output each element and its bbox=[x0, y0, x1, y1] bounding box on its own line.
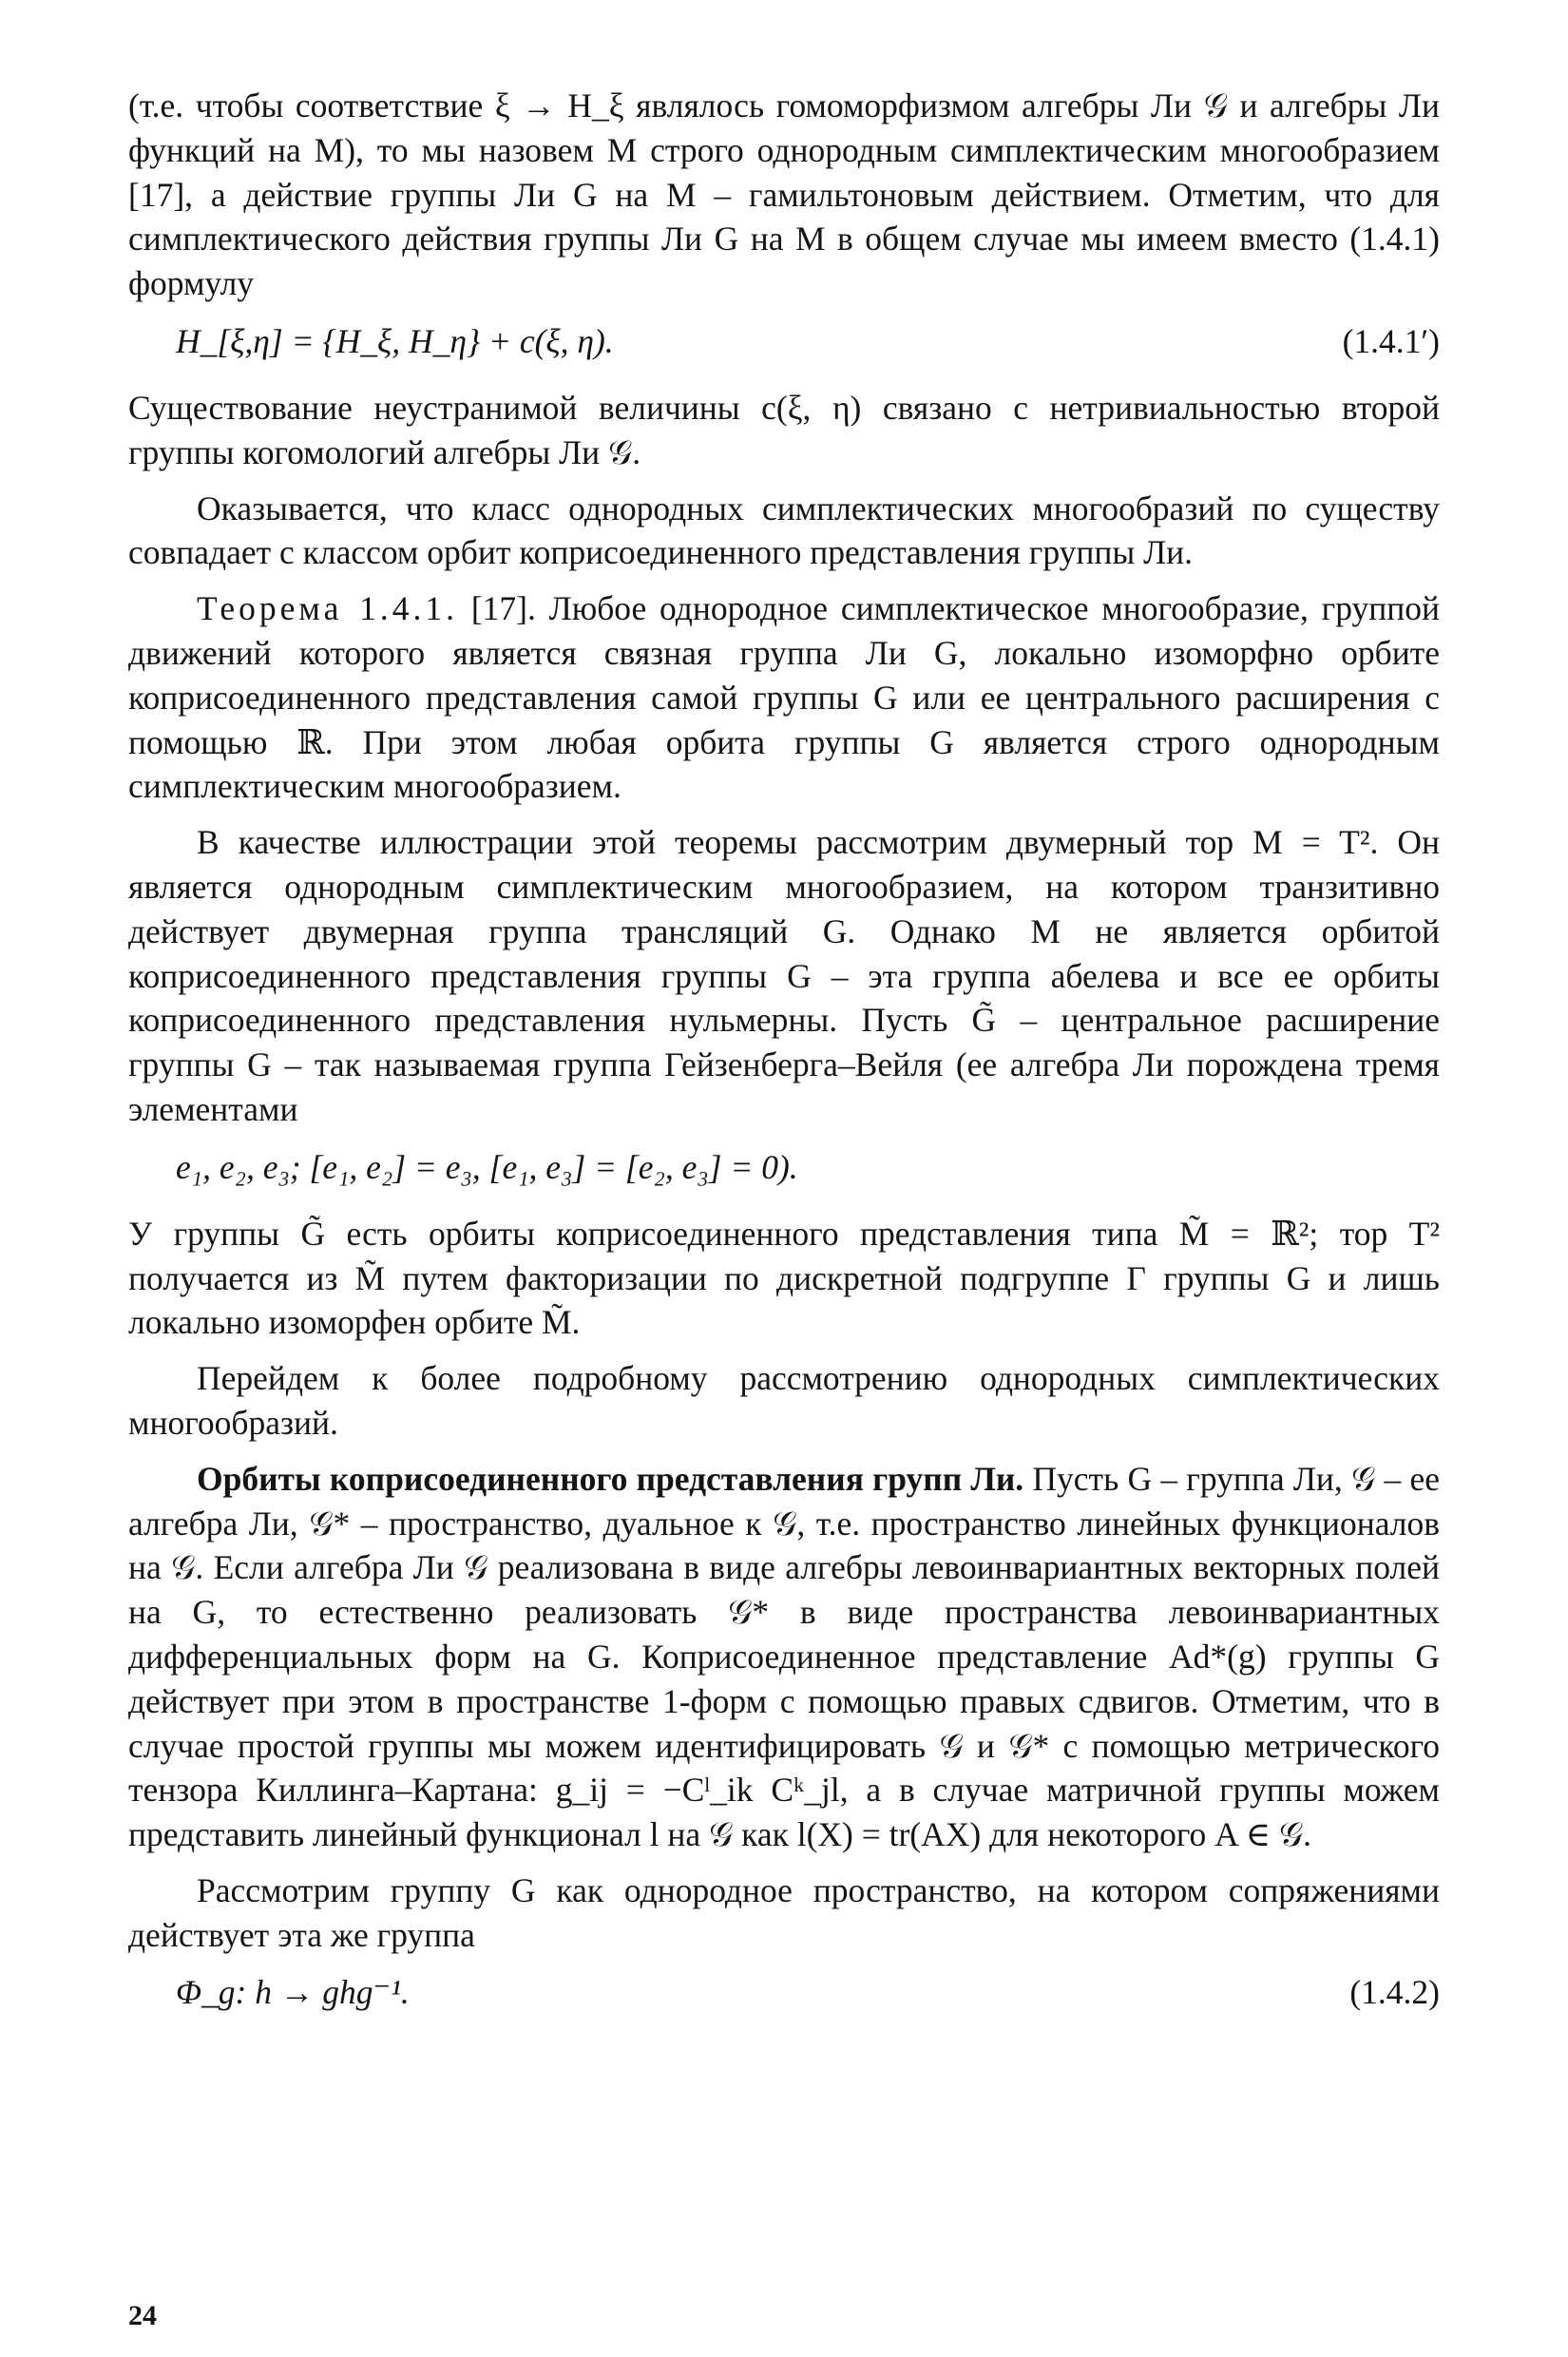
equation-formula: H_[ξ,η] = {H_ξ, H_η} + c(ξ, η). bbox=[176, 321, 614, 360]
equation-1-4-2 bbox=[128, 1968, 1440, 2022]
section-heading: Орбиты коприсоединенного представления групп Ли. bbox=[197, 1459, 1024, 1498]
theorem-text: [17]. Любое однородное симплектическое многообразие, группой движений которого является связная группа Ли G, локально изоморфно орбите коприсоединенного представления самой группы G или ее центрального расширения с помощью ℝ. При этом любая орбита группы G является строго однородным симплектическим многообразием. bbox=[128, 589, 1441, 806]
section-coadjoint-orbits bbox=[128, 1457, 1440, 1857]
page-text bbox=[128, 84, 1440, 2022]
equation-number: (1.4.2) bbox=[1349, 1973, 1440, 2012]
section-text: Пусть G – группа Ли, 𝒢 – ее алгебра Ли, 𝒢* – пространство, дуальное к 𝒢, т.е. пространство линейных функционалов на 𝒢. Если алгебра Ли 𝒢 реализована в виде алгебры левоинвариантных векторных полей на G, то естественно реализовать 𝒢* в виде пространства левоинвариантных дифференциальных форм на G. Коприсоединенное представление Ad*(g) группы G действует при этом в пространстве 1-форм с помощью правых сдвигов. Отметим, что в случае простой группы мы можем идентифицировать 𝒢 и 𝒢* с помощью метрического тензора Киллинга–Картана: g_ij = −Cˡ_ik Cᵏ_jl, а в случае матричной группы можем представить линейный функционал l на 𝒢 как l(X) = tr(AX) для некоторого A ∈ 𝒢. bbox=[128, 1459, 1440, 1854]
paragraph-9: Рассмотрим группу G как однородное пространство, на котором сопряжениями действует эта же группа bbox=[128, 1870, 1440, 1954]
theorem-label: Теорема 1.4.1. bbox=[197, 589, 458, 628]
page-number: 24 bbox=[128, 2300, 157, 2331]
paragraph-7: Перейдем к более подробному рассмотрению однородных симплектических многообразий. bbox=[128, 1359, 1440, 1442]
theorem-1-4-1 bbox=[128, 586, 1440, 809]
equation-1-4-1-prime bbox=[128, 317, 1440, 371]
paragraph-3: Оказывается, что класс однородных симплектических многообразий по существу совпадает с классом орбит коприсоединенного представления группы Ли. bbox=[128, 489, 1440, 572]
equation-heisenberg-algebra bbox=[128, 1143, 1440, 1197]
paragraph-5: В качестве иллюстрации этой теоремы рассмотрим двумерный тор M = T². Он является однородным симплектическим многообразием, на котором транзитивно действует двумерная группа трансляций G. Однако M не является орбитой коприсоединенного представления группы G – эта группа абелева и все ее орбиты коприсоединенного представления нульмерны. Пусть G̃ – центральное расширение группы G – так называемая группа Гейзенберга–Вейля (ее алгебра Ли порождена тремя элементами bbox=[128, 823, 1440, 1128]
paragraph-1: (т.е. чтобы соответствие ξ → H_ξ являлось гомоморфизмом алгебры Ли 𝒢 и алгебры Ли функций на M), то мы назовем M строго однородным симплектическим многообразием [17], а действие группы Ли G на M – гамильтоновым действием. Отметим, что для симплектического действия группы Ли G на M в общем случае мы имеем вместо (1.4.1) формулу bbox=[128, 86, 1440, 303]
paragraph-2: Существование неустранимой величины c(ξ, η) связано с нетривиальностью второй группы когомологий алгебры Ли 𝒢. bbox=[128, 388, 1440, 471]
equation-formula: e₁, e₂, e₃; [e₁, e₂] = e₃, [e₁, e₃] = [e₂, e₃] = 0). bbox=[176, 1147, 798, 1186]
paragraph-6: У группы G̃ есть орбиты коприсоединенного представления типа M̃ = ℝ²; тор T² получается из M̃ путем факторизации по дискретной подгруппе Γ группы G и лишь локально изоморфен орбите M̃. bbox=[128, 1214, 1440, 1342]
equation-formula: Φ_g: h → ghg⁻¹. bbox=[176, 1973, 410, 2012]
equation-number: (1.4.1′) bbox=[1342, 321, 1440, 360]
